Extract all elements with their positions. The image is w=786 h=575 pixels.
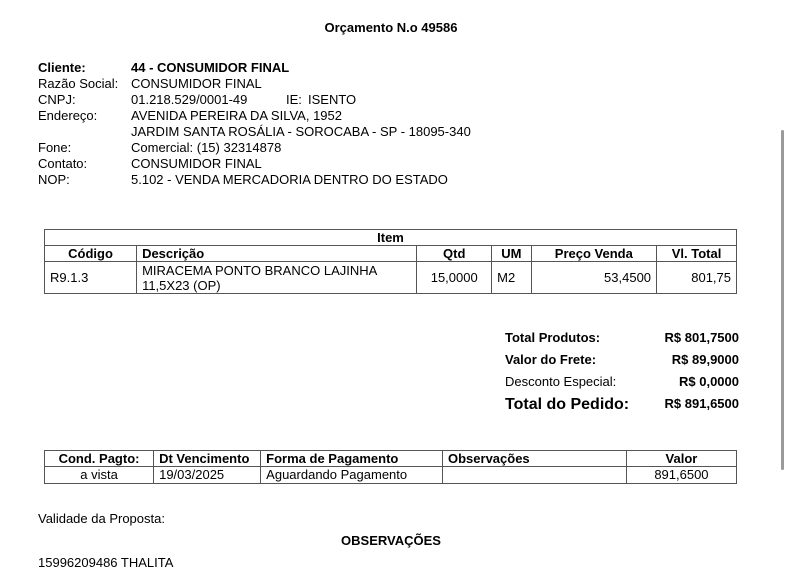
col-descricao: Descrição	[137, 246, 417, 262]
payment-forma: Aguardando Pagamento	[261, 467, 443, 484]
totals-block	[505, 330, 739, 422]
total-pedido-label: Total do Pedido:	[505, 396, 630, 413]
vertical-scrollbar[interactable]	[781, 130, 784, 470]
frete-row	[505, 352, 739, 374]
desconto-label: Desconto Especial:	[505, 374, 617, 389]
col-forma-pagamento: Forma de Pagamento	[261, 451, 443, 467]
total-pedido-row	[505, 396, 739, 422]
cnpj-label: CNPJ:	[38, 92, 76, 107]
col-qtd: Qtd	[417, 246, 492, 262]
payments-table	[44, 450, 737, 484]
razao-label: Razão Social:	[38, 76, 119, 91]
cnpj-value: 01.218.529/0001-49	[131, 92, 248, 107]
col-cond-pagto: Cond. Pagto:	[45, 451, 154, 467]
payment-vencimento: 19/03/2025	[154, 467, 261, 484]
cliente-label: Cliente:	[38, 60, 86, 75]
col-codigo: Código	[45, 246, 137, 262]
endereco-line2: JARDIM SANTA ROSÁLIA - SOROCABA - SP - 18095-340	[131, 124, 471, 139]
frete-value: R$ 89,9000	[671, 352, 739, 367]
razao-value: CONSUMIDOR FINAL	[131, 76, 262, 91]
endereco-label: Endereço:	[38, 108, 98, 123]
document-title: Orçamento N.o 49586	[324, 20, 458, 35]
items-header-row	[45, 246, 737, 262]
payments-header-row	[45, 451, 737, 467]
item-qtd: 15,0000	[417, 262, 492, 294]
nop-value: 5.102 - VENDA MERCADORIA DENTRO DO ESTADO	[131, 172, 448, 187]
col-observacoes: Observações	[443, 451, 627, 467]
item-descricao: MIRACEMA PONTO BRANCO LAJINHA 11,5X23 (OP)	[137, 262, 417, 294]
table-row	[45, 262, 737, 294]
col-total: Vl. Total	[657, 246, 737, 262]
endereco-line1: AVENIDA PEREIRA DA SILVA, 1952	[131, 108, 342, 123]
items-section-header: Item	[45, 230, 737, 246]
ie-value: ISENTO	[308, 92, 357, 107]
col-dt-vencimento: Dt Vencimento	[154, 451, 261, 467]
total-pedido-value: R$ 891,6500	[664, 396, 739, 411]
fone-value: Comercial: (15) 32314878	[131, 140, 282, 155]
col-preco: Preço Venda	[531, 246, 656, 262]
total-produtos-label: Total Produtos:	[505, 330, 601, 345]
cliente-value: 44 - CONSUMIDOR FINAL	[131, 60, 290, 75]
observacoes-title: OBSERVAÇÕES	[341, 533, 441, 548]
payment-cond: a vista	[45, 467, 154, 484]
item-preco: 53,4500	[531, 262, 656, 294]
fone-label: Fone:	[38, 140, 72, 155]
frete-label: Valor do Frete:	[505, 352, 597, 367]
validade-label: Validade da Proposta:	[38, 511, 165, 526]
observacoes-text: 15996209486 THALITA	[38, 555, 174, 570]
table-row	[45, 467, 737, 484]
col-um: UM	[492, 246, 531, 262]
desconto-value: R$ 0,0000	[679, 374, 739, 389]
payment-valor: 891,6500	[626, 467, 736, 484]
contato-label: Contato:	[38, 156, 88, 171]
payment-obs	[443, 467, 627, 484]
contato-value: CONSUMIDOR FINAL	[131, 156, 262, 171]
col-valor: Valor	[626, 451, 736, 467]
desconto-row	[505, 374, 739, 396]
nop-label: NOP:	[38, 172, 70, 187]
item-um: M2	[492, 262, 531, 294]
item-codigo: R9.1.3	[45, 262, 137, 294]
items-table	[44, 229, 737, 294]
item-total: 801,75	[657, 262, 737, 294]
ie-label: IE:	[286, 92, 302, 107]
total-produtos-row	[505, 330, 739, 352]
total-produtos-value: R$ 801,7500	[664, 330, 739, 345]
